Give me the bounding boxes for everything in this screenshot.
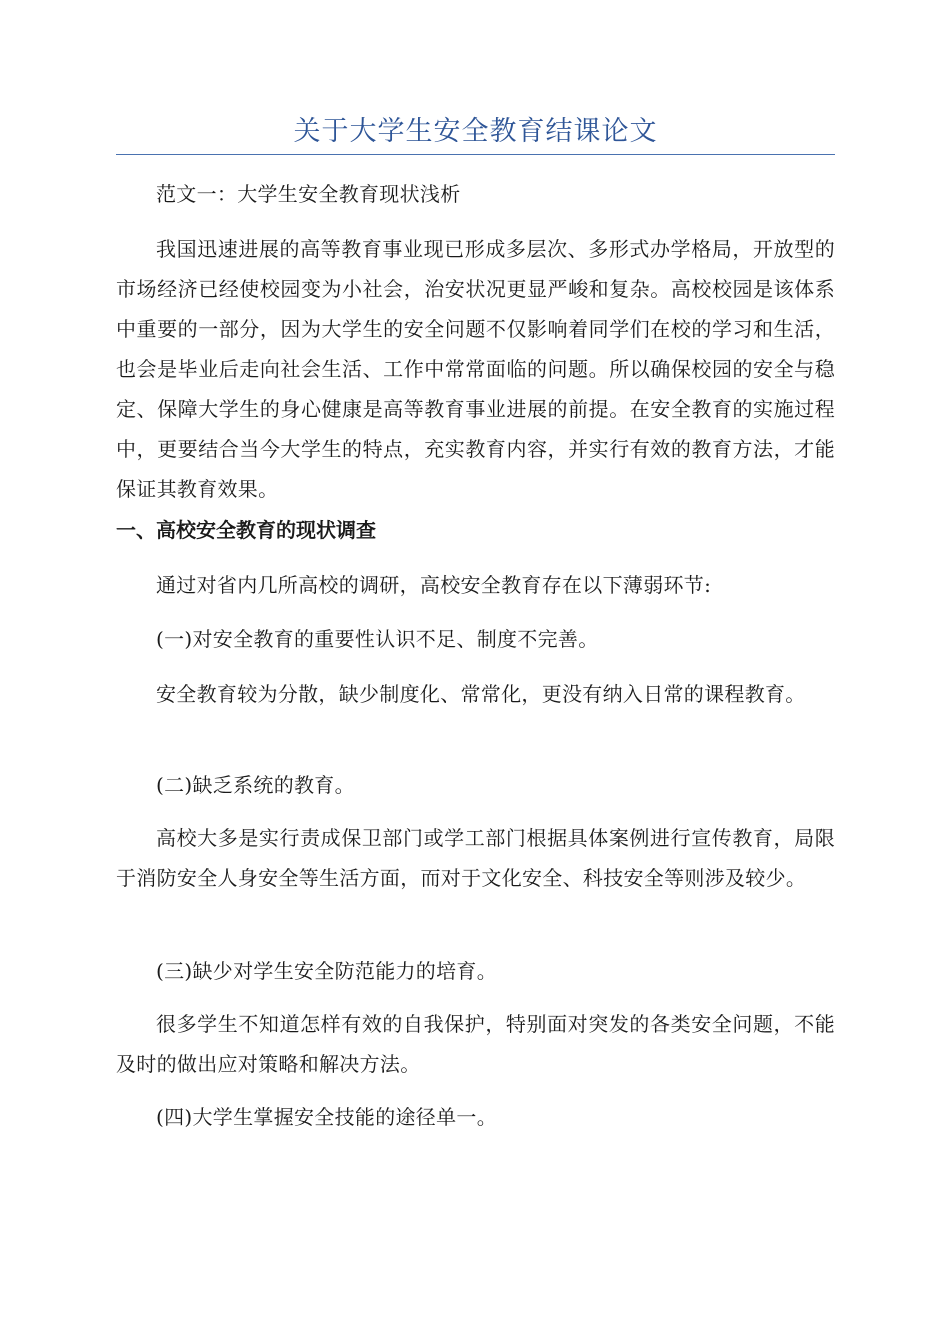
section-intro-paragraph: 通过对省内几所高校的调研，高校安全教育存在以下薄弱环节: — [156, 573, 712, 597]
item-4-title: (四)大学生掌握安全技能的途径单一。 — [156, 1105, 498, 1129]
section-heading: 一、高校安全教育的现状调查 — [116, 518, 376, 542]
item-3-body: 很多学生不知道怎样有效的自我保护，特别面对突发的各类安全问题，不能及时的做出应对策略和解决方法。 — [116, 1012, 835, 1076]
item-1-title: (一)对安全教育的重要性认识不足、制度不完善。 — [156, 627, 599, 651]
item-2-body: 高校大多是实行责成保卫部门或学工部门根据具体案例进行宣传教育，局限于消防安全人身安全等生活方面，而对于文化安全、科技安全等则涉及较少。 — [116, 826, 835, 890]
item-3-title: (三)缺少对学生安全防范能力的培育。 — [156, 959, 498, 983]
item-1-body: 安全教育较为分散，缺少制度化、常常化，更没有纳入日常的课程教育。 — [156, 682, 806, 706]
subtitle: 范文一：大学生安全教育现状浅析 — [156, 182, 461, 206]
document-title: 关于大学生安全教育结课论文 — [293, 116, 658, 147]
item-2-title: (二)缺乏系统的教育。 — [156, 773, 355, 797]
title-underline — [116, 154, 835, 155]
intro-paragraph: 我国迅速进展的高等教育事业现已形成多层次、多形式办学格局，开放型的市场经济已经使校园变为小社会，治安状况更显严峻和复杂。高校校园是该体系中重要的一部分，因为大学生的安全问题不仅影响着同学们在校的学习和生活，也会是毕业后走向社会生活、工作中常常面临的问题。所以确保校园的安全与稳定、保障大学生的身心健康是高等教育事业进展的前提。在安全教育的实施过程中，更要结合当今大学生的特点，充实教育内容，并实行有效的教育方法，才能保证其教育效果。 — [116, 237, 835, 501]
